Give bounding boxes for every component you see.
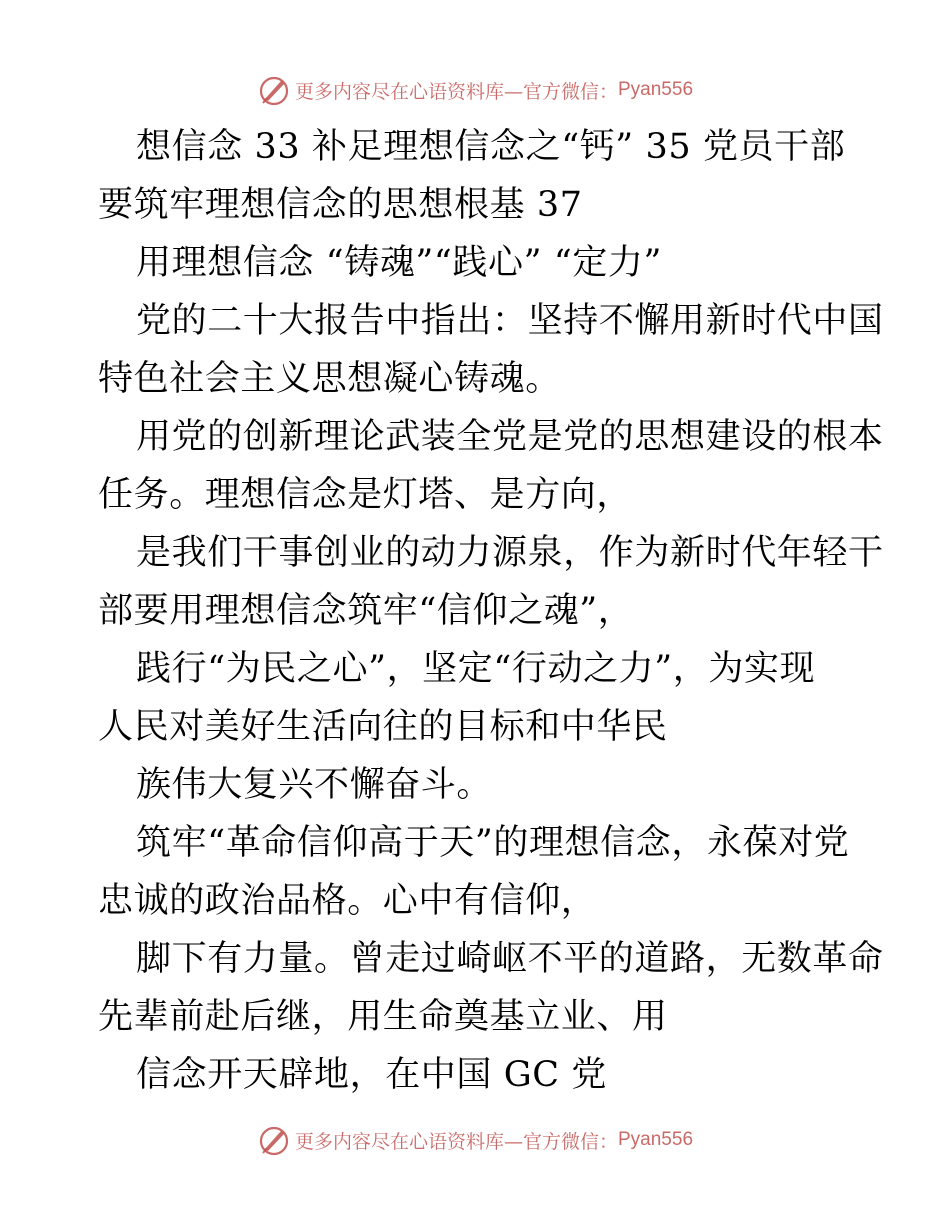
watermark-text: 更多内容尽在心语资料库—官方微信： bbox=[294, 1130, 618, 1153]
text-line: 族伟大复兴不懈奋斗。 bbox=[136, 765, 493, 805]
text-line: 筑牢“革命信仰高于天”的理想信念，永葆对党 bbox=[136, 823, 850, 863]
watermark-wechat-id: Pyan556 bbox=[618, 79, 694, 100]
watermark-text: 更多内容尽在心语资料库—官方微信： bbox=[294, 80, 618, 103]
text-line: 人民对美好生活向往的目标和中华民 bbox=[98, 707, 668, 747]
text-line: 践行“为民之心”，坚定“行动之力”，为实现 bbox=[136, 649, 816, 689]
text-line: 部要用理想信念筑牢“信仰之魂”， bbox=[98, 591, 634, 631]
text-line: 信念开天辟地，在中国 GC 党 bbox=[136, 1055, 607, 1095]
text-line: 要筑牢理想信念的思想根基 37 bbox=[98, 185, 583, 225]
text-line: 忠诚的政治品格。心中有信仰， bbox=[98, 881, 597, 921]
text-line: 任务。理想信念是灯塔、是方向， bbox=[98, 475, 633, 515]
text-line: 想信念 33 补足理想信念之“钙” 35 党员干部 bbox=[136, 127, 846, 167]
quill-logo-icon bbox=[257, 73, 291, 107]
text-line: 先辈前赴后继，用生命奠基立业、用 bbox=[98, 997, 668, 1037]
text-line: 用党的创新理论武装全党是党的思想建设的根本 bbox=[136, 417, 884, 457]
footer-watermark bbox=[0, 1120, 950, 1160]
text-line: 用理想信念 “铸魂”“践心” “定力” bbox=[136, 243, 663, 283]
document-body bbox=[98, 118, 884, 1104]
text-line: 特色社会主义思想凝心铸魂。 bbox=[98, 359, 561, 399]
text-line: 党的二十大报告中指出：坚持不懈用新时代中国 bbox=[136, 301, 884, 341]
text-line: 是我们干事创业的动力源泉，作为新时代年轻干 bbox=[136, 533, 884, 573]
watermark-wechat-id: Pyan556 bbox=[618, 1129, 694, 1150]
text-line: 脚下有力量。曾走过崎岖不平的道路，无数革命 bbox=[136, 939, 884, 979]
header-watermark bbox=[0, 70, 950, 110]
quill-logo-icon bbox=[257, 1123, 291, 1157]
